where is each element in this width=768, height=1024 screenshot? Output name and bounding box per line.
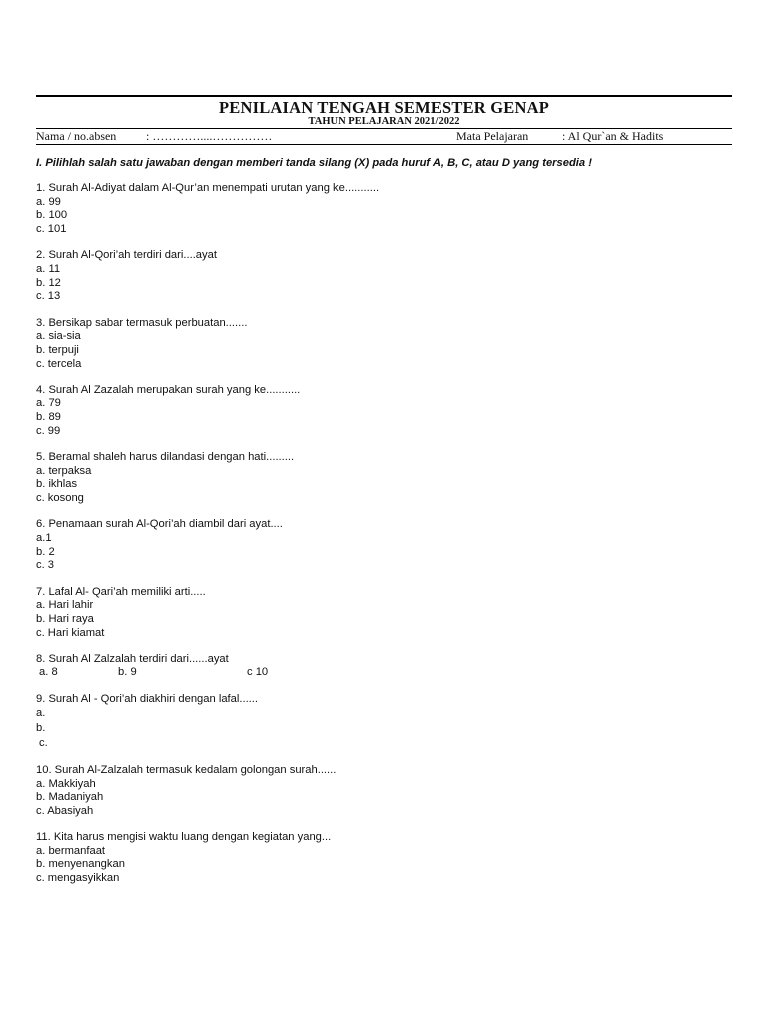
question-6 xyxy=(36,518,726,573)
question-9 xyxy=(36,693,726,752)
option-a[interactable]: a. Hari lahir xyxy=(36,599,94,612)
option-a[interactable]: a. 11 xyxy=(36,262,61,275)
question-text: 8. Surah Al Zalzalah terdiri dari......ayat xyxy=(36,652,229,665)
question-list xyxy=(36,182,726,898)
question-5 xyxy=(36,451,726,506)
question-text: 1. Surah Al-Adiyat dalam Al-Qur’an menempati urutan yang ke........... xyxy=(36,182,380,194)
header-top-rule xyxy=(36,95,732,97)
header-bottom-rule xyxy=(36,144,732,145)
option-b[interactable]: b. Madaniyah xyxy=(36,791,104,804)
question-text: 10. Surah Al-Zalzalah termasuk kedalam golongan surah...... xyxy=(36,763,337,776)
option-c[interactable]: c. mengasyikkan xyxy=(36,872,120,885)
exam-title: PENILAIAN TENGAH SEMESTER GENAP xyxy=(219,98,549,117)
option-b[interactable]: b. 89 xyxy=(36,411,61,424)
option-b[interactable]: b. 9 xyxy=(118,666,137,679)
name-label: Nama / no.absen xyxy=(36,129,117,143)
option-a[interactable]: a. 79 xyxy=(36,397,61,410)
option-a[interactable]: a.1 xyxy=(36,531,52,544)
question-7 xyxy=(36,586,726,641)
question-2 xyxy=(36,249,726,304)
option-a[interactable]: a. Makkiyah xyxy=(36,777,96,790)
instruction: I. Pilihlah salah satu jawaban dengan memberi tanda silang (X) pada huruf A, B, C, atau D yang tersedia ! xyxy=(36,157,592,169)
option-a[interactable]: a. sia-sia xyxy=(36,330,81,343)
option-c[interactable]: c. Hari kiamat xyxy=(36,626,105,639)
option-c[interactable]: c. Abasiyah xyxy=(36,804,94,817)
option-c[interactable]: c. kosong xyxy=(36,492,84,505)
option-a[interactable]: a. xyxy=(36,707,46,720)
question-text: 6. Penamaan surah Al-Qori’ah diambil dari ayat.... xyxy=(36,518,283,531)
question-11 xyxy=(36,831,726,886)
name-field[interactable]: : …………....…………… xyxy=(146,129,273,143)
question-10 xyxy=(36,764,726,819)
option-b[interactable]: b. xyxy=(36,722,46,735)
question-text: 7. Lafal Al- Qari’ah memiliki arti..... xyxy=(36,585,206,598)
option-c[interactable]: c. 99 xyxy=(36,424,61,437)
option-b[interactable]: b. 100 xyxy=(36,209,68,222)
option-b[interactable]: b. 2 xyxy=(36,545,55,558)
question-text: 2. Surah Al-Qori’ah terdiri dari....ayat xyxy=(36,249,217,262)
option-a[interactable]: a. 8 xyxy=(39,666,58,679)
option-a[interactable]: a. 99 xyxy=(36,195,61,208)
option-b[interactable]: b. terpuji xyxy=(36,343,79,356)
option-b[interactable]: b. Hari raya xyxy=(36,612,94,625)
question-text: 4. Surah Al Zazalah merupakan surah yang ke........... xyxy=(36,383,301,396)
option-c[interactable]: c. xyxy=(39,737,48,750)
exam-subtitle: TAHUN PELAJARAN 2021/2022 xyxy=(308,116,460,127)
question-1 xyxy=(36,182,726,237)
question-text: 9. Surah Al - Qori’ah diakhiri dengan lafal...... xyxy=(36,692,259,705)
option-b[interactable]: b. ikhlas xyxy=(36,478,78,491)
option-b[interactable]: b. 12 xyxy=(36,276,61,289)
option-c[interactable]: c 10 xyxy=(247,666,269,679)
question-text: 3. Bersikap sabar termasuk perbuatan....... xyxy=(36,316,248,329)
question-4 xyxy=(36,384,726,439)
subject-label: Mata Pelajaran xyxy=(456,129,529,143)
option-c[interactable]: c. 3 xyxy=(36,559,55,572)
question-text: 5. Beramal shaleh harus dilandasi dengan hati......... xyxy=(36,451,295,463)
question-8 xyxy=(36,653,726,680)
option-c[interactable]: c. 13 xyxy=(36,290,61,303)
question-3 xyxy=(36,317,726,372)
option-c[interactable]: c. tercela xyxy=(36,357,82,370)
subject-value: : Al Qur`an & Hadits xyxy=(562,129,664,143)
question-text: 11. Kita harus mengisi waktu luang dengan kegiatan yang... xyxy=(36,831,332,844)
option-b[interactable]: b. menyenangkan xyxy=(36,858,125,871)
option-c[interactable]: c. 101 xyxy=(36,223,67,236)
option-a[interactable]: a. bermanfaat xyxy=(36,844,106,857)
inline-options xyxy=(36,666,726,680)
option-a[interactable]: a. terpaksa xyxy=(36,464,92,477)
